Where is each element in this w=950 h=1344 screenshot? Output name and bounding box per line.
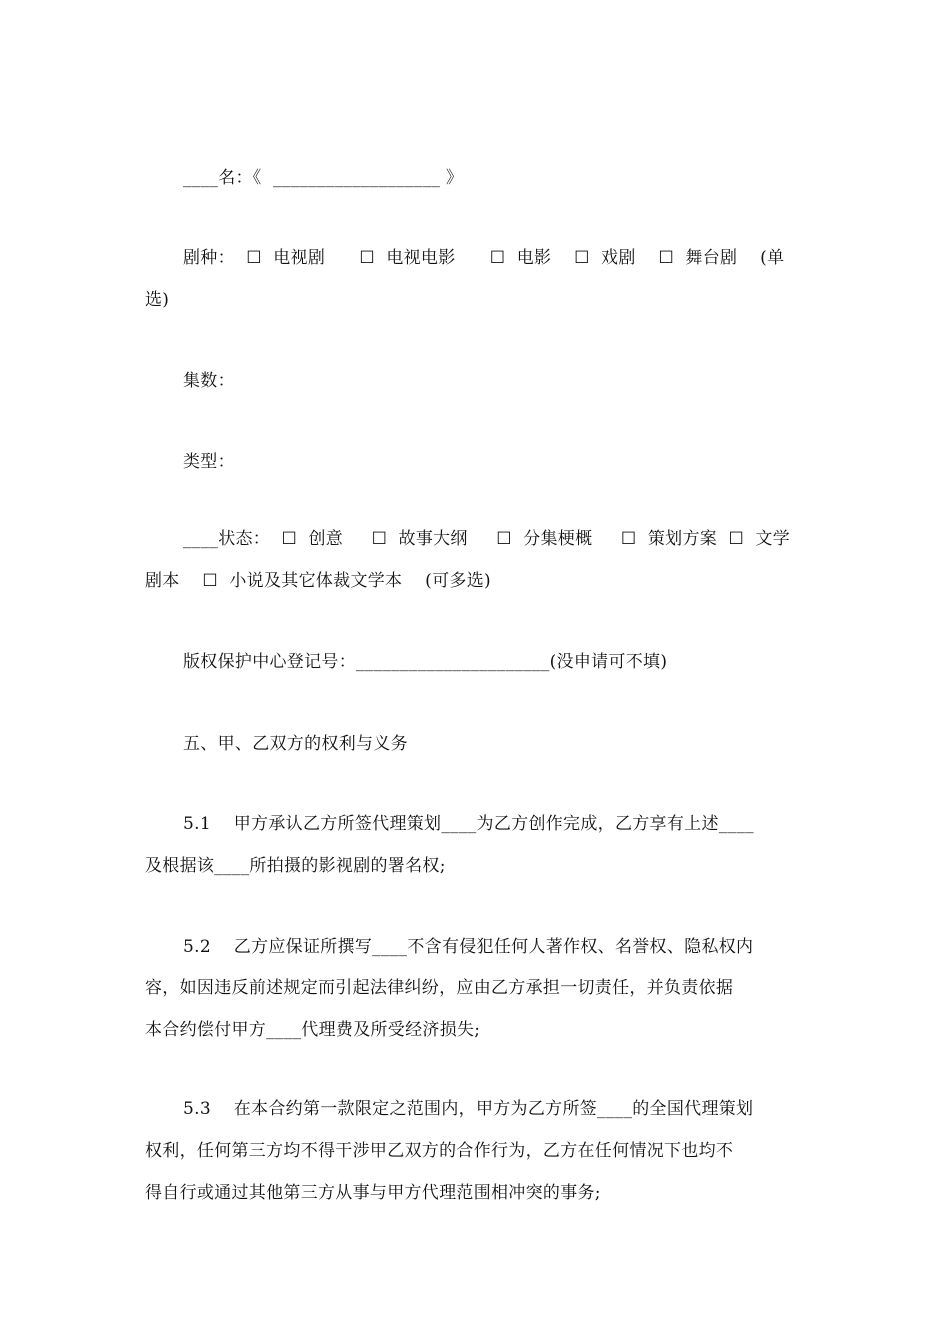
genre-line: 剧种： ☐ 电视剧 ☐ 电视电影 ☐ 电影 ☐ 戏剧 ☐ 舞台剧 (单 xyxy=(183,248,785,268)
clause-5-3-continued: 权利，任何第三方均不得干涉甲乙双方的合作行为，乙方在任何情况下也均不 xyxy=(145,1141,734,1161)
clause-5-2: 5.2 乙方应保证所撰写____不含有侵犯任何人著作权、名誉权、隐私权内 xyxy=(183,937,754,957)
work-title-line: ____名：《 ___________________ 》 xyxy=(183,168,464,188)
clause-5-1-continued: 及根据该____所拍摄的影视剧的署名权; xyxy=(145,856,446,876)
status-line: ____状态： ☐ 创意 ☐ 故事大纲 ☐ 分集梗概 ☐ 策划方案 ☐ 文学 xyxy=(183,529,791,549)
genre-line-continued: 选) xyxy=(145,290,170,310)
clause-5-3: 5.3 在本合约第一款限定之范围内，甲方为乙方所签____的全国代理策划 xyxy=(183,1099,754,1119)
clause-5-2-continued: 容，如因违反前述规定而引起法律纠纷，应由乙方承担一切责任，并负责依据 xyxy=(145,978,734,998)
episodes-line: 集数： xyxy=(183,371,235,391)
type-line: 类型： xyxy=(183,452,235,472)
clause-5-3-continued-2: 得自行或通过其他第三方从事与甲方代理范围相冲突的事务; xyxy=(145,1183,601,1203)
clause-5-1: 5.1 甲方承认乙方所签代理策划____为乙方创作完成，乙方享有上述____ xyxy=(183,814,754,834)
section-heading: 五、甲、乙双方的权利与义务 xyxy=(183,734,408,754)
clause-5-2-continued-2: 本合约偿付甲方____代理费及所受经济损失; xyxy=(145,1020,481,1040)
copyright-registration-line: 版权保护中心登记号：______________________(没申请可不填) xyxy=(183,652,668,672)
status-line-continued: 剧本 ☐ 小说及其它体裁文学本 (可多选) xyxy=(145,571,491,591)
